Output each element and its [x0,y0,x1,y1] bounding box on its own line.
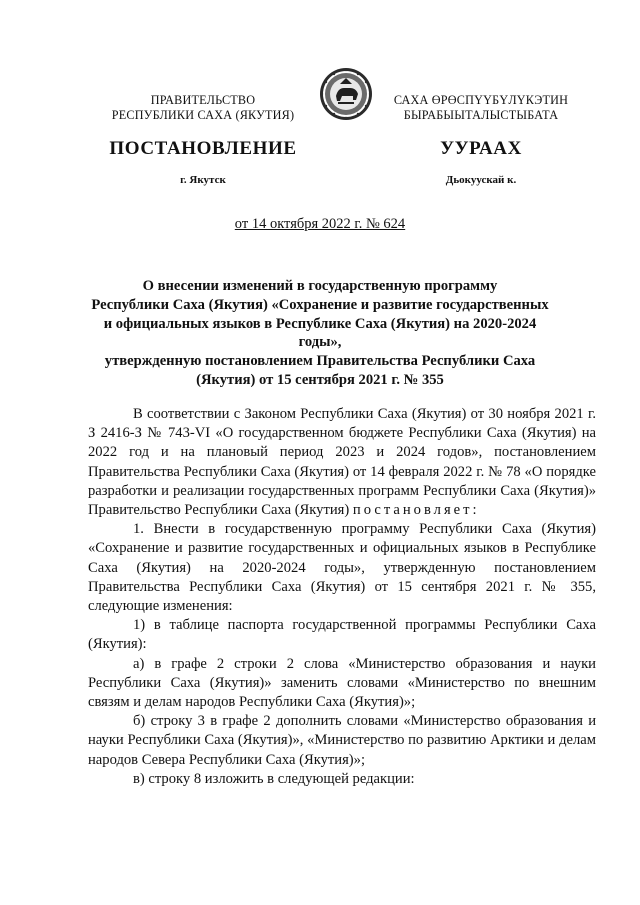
org-name-line: БЫРАБЫЫТАЛЫСТЫБАТА [403,107,559,122]
body-paragraph: 1. Внести в государственную программу Республики Саха (Якутия) «Сохранение и развитие государственных и официальных языков в Республике Саха (Якутия) на 2020-2024 годы», утвержденную постановлением Правительства Республики Саха (Якутия) от 15 сентября 2021 г. № 355, следующие изменения: [88,521,596,615]
resolves-word: постановляет: [352,502,480,519]
body-paragraph: в) строку 8 изложить в следующей редакции: [133,770,415,787]
document-title [90,277,550,390]
org-name-line: РЕСПУБЛИКИ САХА (ЯКУТИЯ) [111,107,295,122]
org-name-line: САХА ӨРӨСПҮҮБҮЛҮКЭТИН [393,93,569,107]
title-line: и официальных языков в Республике Саха (Якутия) на 2020-2024 годы», [103,315,537,351]
document-type-russian: ПОСТАНОВЛЕНИЕ [109,138,297,159]
body-paragraph: б) строку 3 в графе 2 дополнить словами «Министерство образования и науки Республики Саха (Якутия)», «Министерство по развитию Арктики и делам народов Севера Республики Саха (Якутия)»; [88,713,596,768]
body-intro-paragraph [88,405,596,520]
body-paragraph: а) в графе 2 строки 2 слова «Министерство образования и науки Республики Саха (Якутия)» заменить словами «Министерство по внешним связям и делам народов Республики Саха (Якутия)»; [88,655,596,711]
city-sakha: Дьокуускай к. [445,174,517,186]
date-number-text: от 14 октября 2022 г. № 624 [234,216,406,232]
title-line: Республики Саха (Якутия) «Сохранение и развитие государственных [91,296,549,313]
document-body [88,405,596,789]
sakha-emblem-icon [318,66,374,122]
document-date-number [0,216,640,233]
document-type-sakha: УУРААХ [440,138,522,159]
city-russian: г. Якутск [180,174,226,186]
intro-text: В соответствии с Законом Республики Саха (Якутия) от 30 ноября 2021 г. З 2416-З № 743-VI «О государственном бюджете Республики Саха (Якутия) на 2022 год и на плановый период 2023 и 2024 годов», постановлением Правительства Республики Саха (Якутия) от 14 февраля 2022 г. № 78 «О порядке разработки и реализации государственных программ Республики Саха (Якутия)» Правительство Республики Саха (Якутия) [88,406,596,519]
org-name-sakha [376,93,586,122]
title-line: (Якутия) от 15 сентября 2021 г. № 355 [196,371,444,388]
title-line: утвержденную постановлением Правительства Республики Саха [104,353,536,370]
title-line: О внесении изменений в государственную программу [142,278,498,294]
org-name-line: ПРАВИТЕЛЬСТВО [150,93,256,107]
body-paragraph: 1) в таблице паспорта государственной программы Республики Саха (Якутия): [88,617,596,653]
org-name-russian [98,93,308,122]
